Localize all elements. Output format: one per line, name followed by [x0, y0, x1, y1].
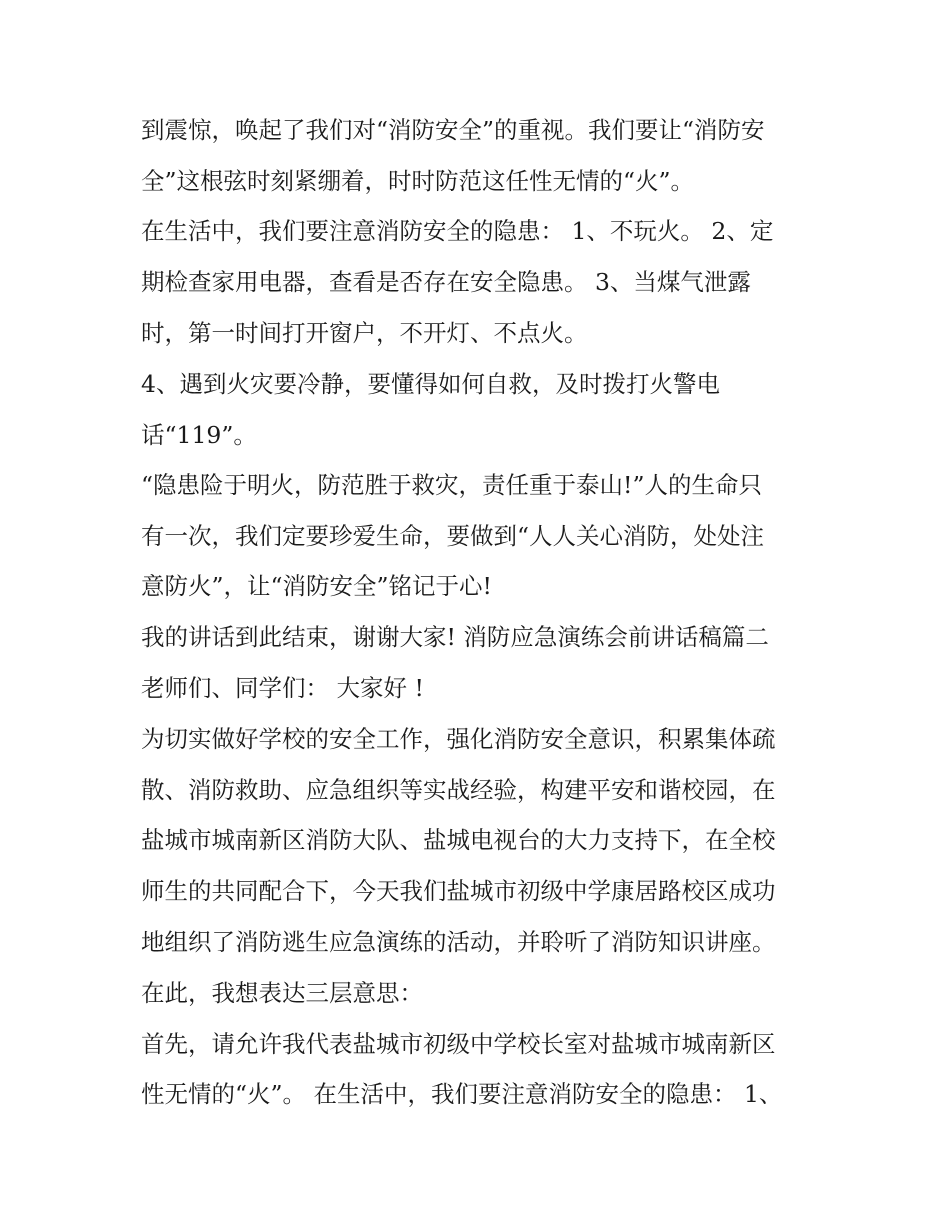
text-line: 期检查家用电器，查看是否存在安全隐患。 3、当煤气泄露 — [141, 268, 751, 296]
text-line: 有一次，我们定要珍爱生命，要做到“人人关心消防，处处注 — [141, 522, 765, 550]
text-line: 全”这根弦时刻紧绷着，时时防范这任性无情的“火”。 — [141, 167, 695, 195]
text-line: 散、消防救助、应急组织等实战经验，构建平安和谐校园，在 — [141, 776, 776, 804]
text-line: 首先，请允许我代表盐城市初级中学校长室对盐城市城南新区 — [141, 1030, 776, 1058]
text-line: 意防火”，让“消防安全”铭记于心! — [141, 572, 492, 600]
text-line: 话“119”。 — [141, 421, 257, 449]
text-line: 老师们、同学们： 大家好 ! — [141, 674, 424, 702]
text-line: 盐城市城南新区消防大队、盐城电视台的大力支持下，在全校 — [141, 826, 776, 854]
text-line: 在此，我想表达三层意思： — [141, 979, 423, 1007]
text-line: 在生活中，我们要注意消防安全的隐患： 1、不玩火。 2、定 — [141, 217, 774, 245]
text-line: “隐患险于明火，防范胜于救灾，责任重于泰山!”人的生命只 — [141, 471, 762, 499]
text-line: 性无情的“火”。 在生活中，我们要注意消防安全的隐患： 1、 — [141, 1080, 783, 1108]
text-line: 时，第一时间打开窗户，不开灯、不点火。 — [141, 319, 588, 347]
text-line: 4、遇到火灾要冷静，要懂得如何自救，及时拨打火警电 — [141, 370, 720, 398]
text-line: 我的讲话到此结束，谢谢大家! 消防应急演练会前讲话稿篇二 — [141, 623, 769, 651]
text-line: 地组织了消防逃生应急演练的活动，并聆听了消防知识讲座。 — [141, 928, 776, 956]
text-line: 到震惊，唤起了我们对“消防安全”的重视。我们要让“消防安 — [141, 116, 765, 144]
text-line: 师生的共同配合下，今天我们盐城市初级中学康居路校区成功 — [141, 877, 776, 905]
text-line: 为切实做好学校的安全工作，强化消防安全意识，积累集体疏 — [141, 725, 776, 753]
